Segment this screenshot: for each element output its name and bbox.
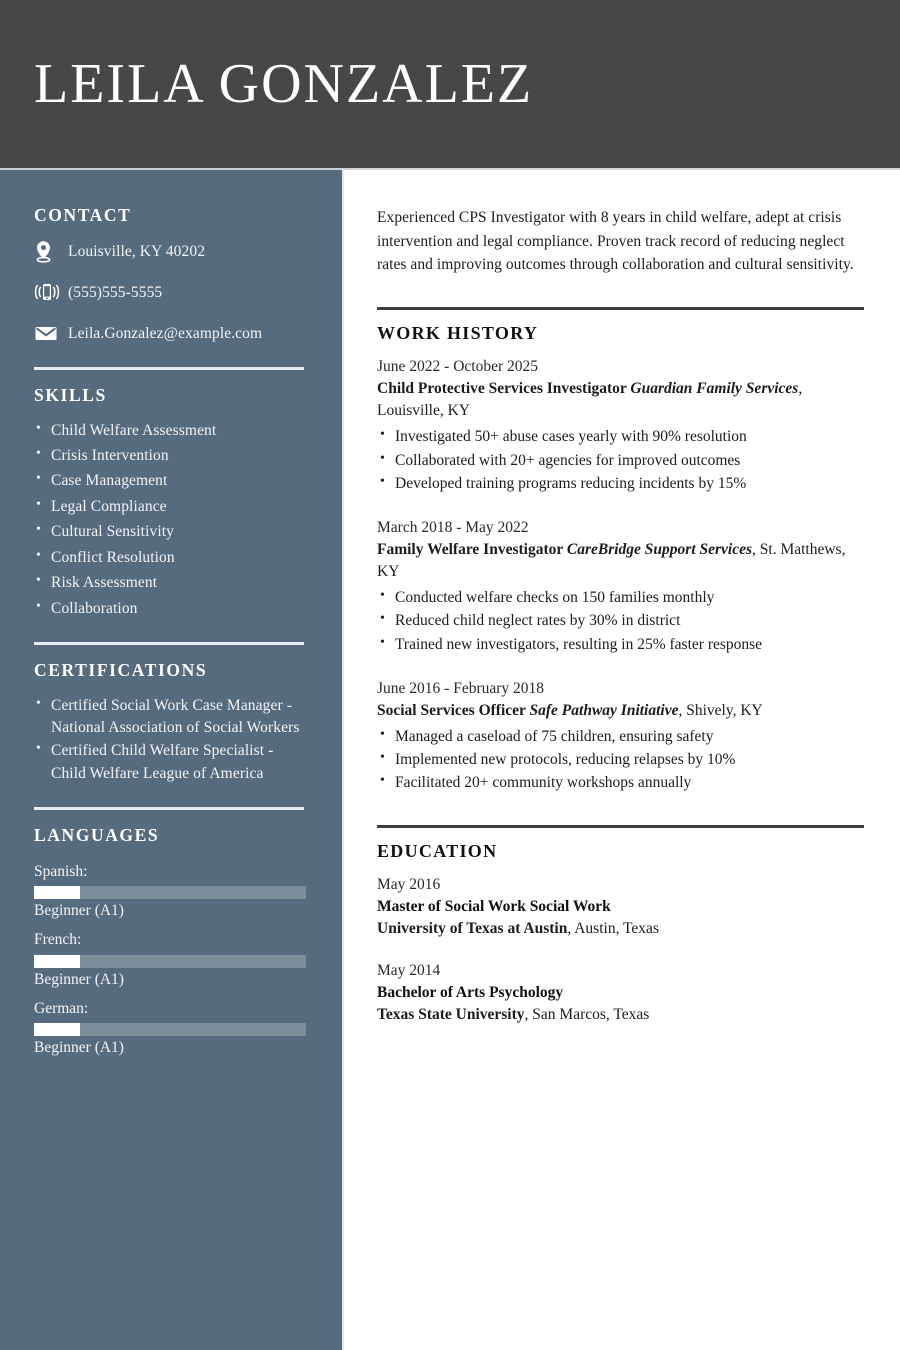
contact-heading: CONTACT xyxy=(34,205,132,225)
list-item: • Certified Social Work Case Manager - National Association of Social Workers xyxy=(34,695,304,740)
languages-section xyxy=(34,826,304,1059)
list-item: • Certified Child Welfare Specialist - Child Welfare League of America xyxy=(34,740,304,785)
main-column xyxy=(342,168,900,1350)
work-entry-title-line xyxy=(377,378,864,422)
certifications-list xyxy=(34,695,304,786)
work-entry-bullets xyxy=(377,725,864,795)
language-proficiency-bar xyxy=(34,886,306,899)
work-entry-org: CareBridge Support Services xyxy=(566,541,753,559)
work-entry-title-line xyxy=(377,700,864,722)
education-school-line xyxy=(377,918,864,940)
certifications-section xyxy=(34,661,304,785)
list-item: • Conducted welfare checks on 150 families monthly xyxy=(377,586,864,609)
contact-section xyxy=(34,206,304,345)
work-entry-org: Guardian Family Services xyxy=(630,380,799,398)
languages-heading: LANGUAGES xyxy=(34,825,160,846)
work-entry-location: , Shively, KY xyxy=(678,701,763,719)
education-school: Texas State University xyxy=(377,1006,525,1024)
language-name: Spanish: xyxy=(34,862,88,880)
work-entry-date: June 2016 - February 2018 xyxy=(377,679,545,697)
certifications-heading: CERTIFICATIONS xyxy=(34,660,208,681)
list-item: • Conflict Resolution xyxy=(34,547,304,569)
work-history-heading: WORK HISTORY xyxy=(377,322,539,343)
skills-heading: SKILLS xyxy=(34,385,107,406)
contact-item-email xyxy=(34,321,304,345)
language-item xyxy=(34,860,304,923)
work-entry-title-line xyxy=(377,539,864,583)
sidebar-divider xyxy=(34,367,304,370)
list-item: • Developed training programs reducing incidents by 15% xyxy=(377,472,864,495)
list-item: • Facilitated 20+ community workshops annually xyxy=(377,771,864,794)
education-heading: EDUCATION xyxy=(377,840,498,861)
page-title: LEILA GONZALEZ xyxy=(34,53,534,115)
list-item: • Cultural Sensitivity xyxy=(34,521,304,543)
language-level: Beginner (A1) xyxy=(34,1039,124,1057)
language-name: German: xyxy=(34,1000,89,1018)
list-item: • Reduced child neglect rates by 30% in district xyxy=(377,609,864,632)
contact-item-location xyxy=(34,239,304,263)
section-divider xyxy=(377,825,864,828)
sidebar-divider xyxy=(34,807,304,810)
work-entry-role: Child Protective Services Investigator xyxy=(377,380,631,398)
work-history-section xyxy=(377,324,864,795)
work-entry xyxy=(377,517,864,656)
skills-list xyxy=(34,420,304,621)
sidebar xyxy=(0,168,342,1350)
list-item: • Managed a caseload of 75 children, ensuring safety xyxy=(377,725,864,748)
work-entry-role: Social Services Officer xyxy=(377,701,530,719)
list-item: • Investigated 50+ abuse cases yearly with 90% resolution xyxy=(377,425,864,448)
work-entry-role: Family Welfare Investigator xyxy=(377,541,567,559)
work-entry-location: , Louisville, KY xyxy=(377,380,803,420)
language-proficiency-fill xyxy=(34,955,80,968)
contact-item-phone xyxy=(34,280,304,304)
education-location: , Austin, Texas xyxy=(567,920,659,938)
list-item: • Case Management xyxy=(34,470,304,492)
list-item: • Legal Compliance xyxy=(34,496,304,518)
list-item: • Child Welfare Assessment xyxy=(34,420,304,442)
work-entry-bullets xyxy=(377,586,864,656)
work-entry-date: June 2022 - October 2025 xyxy=(377,358,538,376)
work-entry-bullets xyxy=(377,425,864,495)
language-level: Beginner (A1) xyxy=(34,970,124,988)
education-degree: Master of Social Work Social Work xyxy=(377,898,611,916)
work-entry xyxy=(377,678,864,795)
work-entry-location: , St. Matthews, KY xyxy=(377,541,846,581)
language-name: French: xyxy=(34,931,82,949)
section-divider xyxy=(377,307,864,310)
education-school: University of Texas at Austin xyxy=(377,920,568,938)
language-proficiency-fill xyxy=(34,886,80,899)
list-item: • Collaborated with 20+ agencies for improved outcomes xyxy=(377,449,864,472)
contact-email-value: Leila.Gonzalez@example.com xyxy=(68,324,263,342)
contact-list xyxy=(34,239,304,345)
education-entry xyxy=(377,874,864,940)
list-item: • Implemented new protocols, reducing relapses by 10% xyxy=(377,748,864,771)
work-entry xyxy=(377,356,864,495)
education-entry-date: May 2014 xyxy=(377,962,441,980)
language-proficiency-bar xyxy=(34,955,306,968)
work-entry-date: March 2018 - May 2022 xyxy=(377,519,529,537)
envelope-icon xyxy=(34,324,68,342)
language-proficiency-bar xyxy=(34,1023,306,1036)
contact-phone-value: (555)555-5555 xyxy=(68,283,163,301)
list-item: • Risk Assessment xyxy=(34,572,304,594)
work-entry-org: Safe Pathway Initiative xyxy=(529,701,679,719)
contact-location-value: Louisville, KY 40202 xyxy=(68,242,206,260)
location-pin-icon xyxy=(34,240,68,263)
sidebar-divider xyxy=(34,642,304,645)
education-school-line xyxy=(377,1004,864,1026)
phone-icon xyxy=(34,281,68,303)
list-item: • Trained new investigators, resulting in 25% faster response xyxy=(377,633,864,656)
professional-summary: Experienced CPS Investigator with 8 years in child welfare, adept at crisis intervention and legal compliance. Proven track record of reducing neglect rates and improving outcomes through collaboration and cultural sensitivity. xyxy=(377,209,854,274)
language-item xyxy=(34,928,304,991)
education-section xyxy=(377,842,864,1027)
education-location: , San Marcos, Texas xyxy=(524,1006,650,1024)
language-item xyxy=(34,997,304,1060)
education-entry xyxy=(377,960,864,1026)
education-degree: Bachelor of Arts Psychology xyxy=(377,984,564,1002)
language-level: Beginner (A1) xyxy=(34,901,124,919)
language-proficiency-fill xyxy=(34,1023,80,1036)
list-item: • Crisis Intervention xyxy=(34,445,304,467)
resume-body xyxy=(0,168,900,1350)
resume-header xyxy=(0,0,900,168)
education-entry-date: May 2016 xyxy=(377,876,441,894)
skills-section xyxy=(34,386,304,620)
list-item: • Collaboration xyxy=(34,598,304,620)
